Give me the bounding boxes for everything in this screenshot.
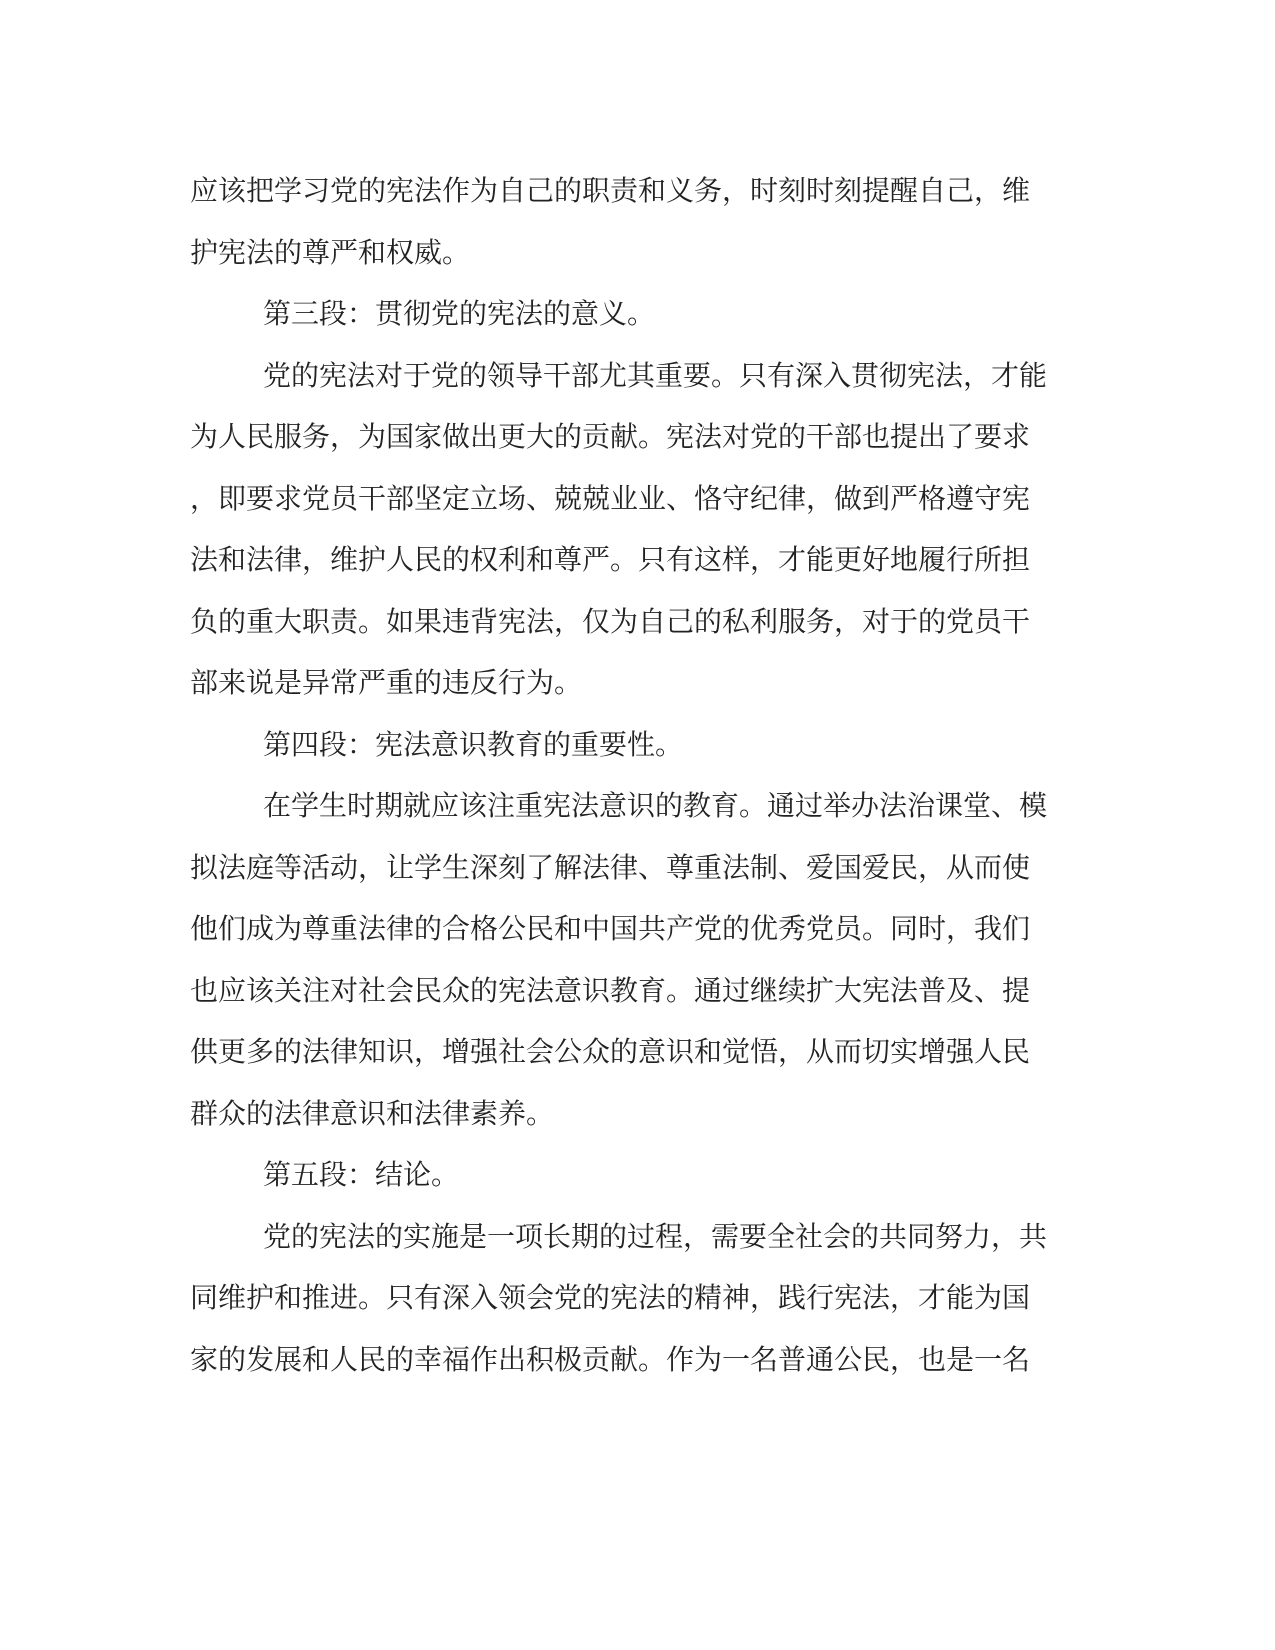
text-line: 部来说是异常严重的违反行为。 bbox=[190, 666, 583, 699]
body-text bbox=[190, 160, 1090, 1390]
text-line: 拟法庭等活动，让学生深刻了解法律、尊重法制、爱国爱民，从而使 bbox=[190, 850, 1031, 884]
section-heading-4: 第四段：宪法意识教育的重要性。 bbox=[263, 727, 684, 761]
text-line: 党的宪法的实施是一项长期的过程，需要全社会的共同努力，共 bbox=[263, 1219, 1048, 1253]
text-line: ，即要求党员干部坚定立场、兢兢业业、恪守纪律，做到严格遵守宪 bbox=[190, 481, 1031, 515]
text-line: 法和法律，维护人民的权利和尊严。只有这样，才能更好地履行所担 bbox=[190, 543, 1031, 576]
text-line: 应该把学习党的宪法作为自己的职责和义务，时刻时刻提醒自己，维 bbox=[190, 174, 1031, 207]
text-line: 负的重大职责。如果违背宪法，仅为自己的私利服务，对于的党员干 bbox=[190, 604, 1031, 638]
text-line: 他们成为尊重法律的合格公民和中国共产党的优秀党员。同时，我们 bbox=[190, 912, 1031, 945]
text-line: 护宪法的尊严和权威。 bbox=[190, 235, 471, 269]
text-line: 在学生时期就应该注重宪法意识的教育。通过举办法治课堂、模 bbox=[263, 789, 1048, 822]
text-line: 也应该关注对社会民众的宪法意识教育。通过继续扩大宪法普及、提 bbox=[190, 973, 1031, 1007]
section-heading-3: 第三段：贯彻党的宪法的意义。 bbox=[263, 297, 656, 330]
text-line: 家的发展和人民的幸福作出积极贡献。作为一名普通公民，也是一名 bbox=[190, 1342, 1031, 1376]
section-heading-5: 第五段：结论。 bbox=[263, 1158, 460, 1191]
text-line: 同维护和推进。只有深入领会党的宪法的精神，践行宪法，才能为国 bbox=[190, 1281, 1031, 1314]
text-line: 为人民服务，为国家做出更大的贡献。宪法对党的干部也提出了要求 bbox=[190, 420, 1031, 453]
text-line: 群众的法律意识和法律素养。 bbox=[190, 1096, 555, 1130]
text-line: 供更多的法律知识，增强社会公众的意识和觉悟，从而切实增强人民 bbox=[190, 1035, 1031, 1068]
text-line: 党的宪法对于党的领导干部尤其重要。只有深入贯彻宪法，才能 bbox=[263, 358, 1048, 392]
